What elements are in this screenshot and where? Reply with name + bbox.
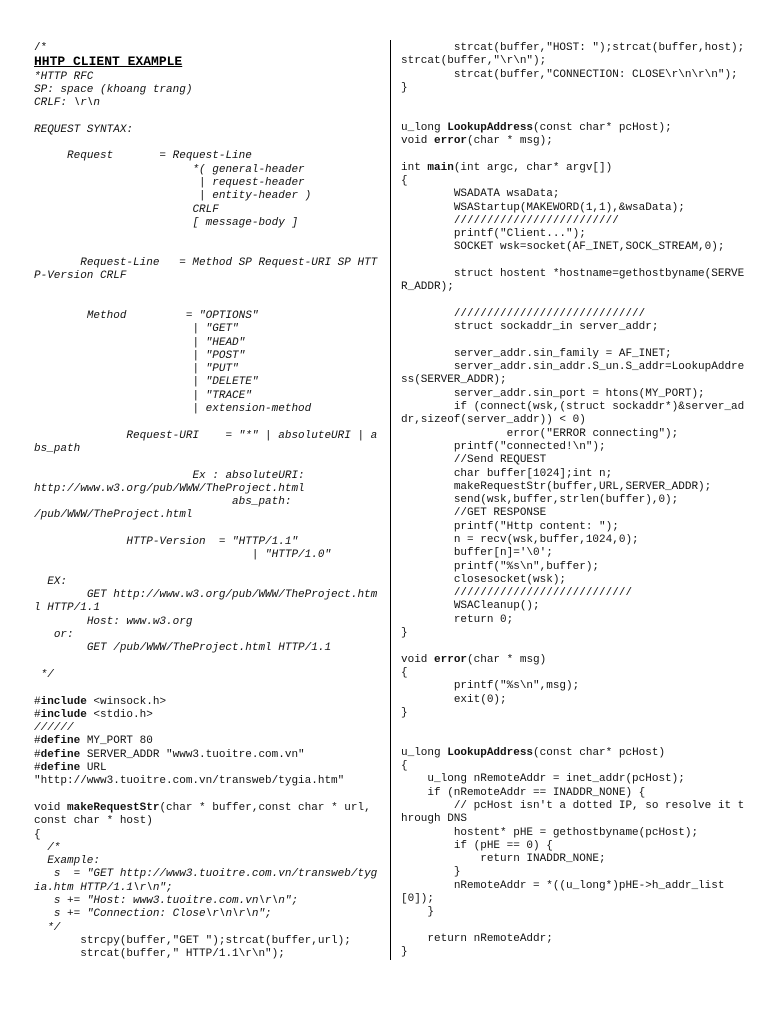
code-token: makeRequestStr(buffer,URL,SERVER_ADDR);: [401, 480, 712, 493]
code-token: /*: [34, 42, 48, 54]
code-token: (char * buffer,const char * url, const char * host): [34, 801, 378, 828]
code-token: u_long: [401, 746, 448, 759]
code-line: [401, 574, 746, 587]
code-token: EX:: [34, 575, 68, 588]
code-token: Example:: [34, 855, 101, 868]
code-token: printf("%s\n",msg);: [401, 680, 580, 693]
code-line: [34, 842, 382, 855]
code-token: GET http://www.w3.org/pub/WWW/TheProject.html HTTP/1.1: [34, 589, 378, 615]
code-line: [401, 454, 746, 467]
code-line: [34, 735, 382, 748]
code-token: // pcHost isn't a dotted IP, so resolve it through DNS: [401, 799, 745, 826]
code-token: SP: space (khoang trang): [34, 83, 193, 96]
code-line: [34, 762, 382, 775]
code-line: [34, 110, 382, 123]
code-token: Host: www.w3.org: [34, 615, 193, 628]
code-line: [34, 376, 382, 389]
code-line: [401, 880, 746, 907]
code-token: define: [40, 762, 81, 775]
code-token: WSACleanup();: [401, 600, 540, 613]
code-token: HTTP-Version = "HTTP/1.1": [34, 535, 299, 548]
code-line: [401, 255, 746, 268]
code-line: [401, 401, 746, 428]
code-token: (const char* pcHost);: [533, 121, 672, 134]
code-token: | "HTTP/1.0": [34, 549, 332, 562]
code-token: (char * msg);: [467, 135, 553, 148]
code-token: /////////////////////////: [401, 214, 619, 227]
code-line: [401, 69, 746, 82]
code-token: if (connect(wsk,(struct sockaddr*)&server_addr,sizeof(server_addr)) < 0): [401, 401, 745, 427]
code-line: [401, 840, 746, 853]
code-line: [34, 483, 382, 496]
code-line: [34, 868, 382, 895]
code-token: SERVER_ADDR "www3.tuoitre.com.vn": [80, 748, 305, 761]
code-line: [401, 640, 746, 653]
code-line: [34, 908, 382, 921]
code-line: [34, 496, 382, 509]
code-line: [34, 390, 382, 403]
code-token: strcat(buffer,"CONNECTION: CLOSE\r\n\r\n");: [401, 68, 738, 81]
document-title: HHTP CLIENT EXAMPLE: [34, 54, 183, 70]
code-line: [34, 682, 382, 695]
code-token: include: [40, 695, 87, 708]
code-line: [401, 946, 746, 959]
code-token: printf("Client...");: [401, 228, 586, 241]
code-line: [34, 177, 382, 190]
code-token: void: [401, 135, 435, 148]
code-token: }: [401, 706, 408, 719]
code-token: send(wsk,buffer,strlen(buffer),0);: [401, 494, 679, 507]
code-line: [401, 494, 746, 507]
code-line: [34, 204, 382, 217]
code-line: [401, 521, 746, 534]
code-line: [34, 470, 382, 483]
code-line: [401, 162, 746, 175]
code-line: [401, 614, 746, 627]
code-token: printf("connected!\n");: [401, 440, 606, 453]
code-line: [34, 616, 382, 629]
code-line: [401, 335, 746, 348]
code-line: [401, 388, 746, 401]
code-line: [34, 350, 382, 363]
code-token: u_long nRemoteAddr = inet_addr(pcHost);: [401, 773, 685, 786]
code-line: [34, 948, 382, 961]
code-token: Request = Request-Line: [34, 150, 252, 163]
code-token: | entity-header ): [34, 190, 312, 203]
code-line: [34, 549, 382, 562]
left-code-column: [34, 42, 382, 961]
code-line: [401, 720, 746, 733]
code-line: [34, 97, 382, 110]
right-code-column: [401, 42, 746, 959]
code-token: #: [34, 735, 41, 748]
code-line: [34, 337, 382, 350]
code-line: [34, 190, 382, 203]
code-token: define: [40, 748, 81, 761]
code-token: void: [34, 801, 68, 814]
code-line: [34, 589, 382, 616]
code-line: [34, 722, 382, 735]
code-token: struct hostent *hostname=gethostbyname(SERVER_ADDR);: [401, 268, 745, 294]
column-divider: [390, 40, 391, 960]
code-token: {: [34, 828, 41, 841]
code-token: define: [40, 735, 81, 748]
code-line: [401, 108, 746, 121]
code-line: [401, 800, 746, 827]
code-line: [401, 627, 746, 640]
code-line: [34, 363, 382, 376]
code-token: #: [34, 695, 41, 708]
code-token: /*: [34, 841, 61, 854]
code-line: [401, 135, 746, 148]
code-token: printf("%s\n",buffer);: [401, 560, 600, 573]
code-token: | "PUT": [34, 363, 239, 376]
code-line: [401, 667, 746, 680]
code-line: [401, 694, 746, 707]
code-token: Request-Line = Method SP Request-URI SP HTTP-Version CRLF: [34, 256, 378, 283]
code-token: *HTTP RFC: [34, 70, 94, 83]
code-token: //////: [34, 722, 74, 735]
code-token: error: [434, 653, 468, 666]
code-token: return 0;: [401, 613, 514, 626]
code-line: [401, 441, 746, 454]
code-line: [401, 268, 746, 295]
code-line: [401, 361, 746, 388]
code-token: | "DELETE": [34, 376, 259, 389]
code-token: REQUEST SYNTAX:: [34, 123, 134, 136]
code-token: http://www.w3.org/pub/WWW/TheProject.html: [34, 482, 305, 495]
code-line: [401, 707, 746, 720]
code-token: | extension-method: [34, 403, 312, 416]
code-token: CRLF: \r\n: [34, 97, 101, 110]
code-token: strcat(buffer,"HOST: ");strcat(buffer,host);strcat(buffer,"\r\n");: [401, 42, 745, 68]
code-line: [34, 709, 382, 722]
code-line: [34, 55, 382, 70]
code-line: [34, 71, 382, 84]
code-line: [401, 42, 746, 69]
code-line: [401, 733, 746, 746]
code-line: [401, 228, 746, 241]
code-token: if (pHE == 0) {: [401, 839, 553, 852]
code-line: [34, 164, 382, 177]
code-line: [34, 42, 382, 55]
code-token: */: [34, 668, 54, 681]
code-token: exit(0);: [401, 693, 507, 706]
code-line: [34, 922, 382, 935]
code-line: [34, 789, 382, 802]
code-line: [34, 84, 382, 97]
code-line: [401, 827, 746, 840]
code-line: [34, 523, 382, 536]
code-line: [34, 456, 382, 469]
code-token: server_addr.sin_port = htons(MY_PORT);: [401, 387, 705, 400]
code-line: [401, 680, 746, 693]
code-token: include: [40, 708, 87, 721]
code-token: <winsock.h>: [86, 695, 167, 708]
code-token: */: [34, 921, 61, 934]
code-line: [34, 642, 382, 655]
code-line: [34, 895, 382, 908]
code-line: [401, 481, 746, 494]
code-line: [401, 321, 746, 334]
code-token: | "TRACE": [34, 389, 252, 402]
code-token: (char * msg): [467, 653, 547, 666]
code-line: [401, 866, 746, 879]
code-token: LookupAddress: [447, 121, 534, 134]
code-line: [34, 403, 382, 416]
code-token: WSAStartup(MAKEWORD(1,1),&wsaData);: [401, 201, 685, 214]
code-line: [401, 920, 746, 933]
code-line: [34, 124, 382, 137]
code-line: [401, 787, 746, 800]
code-token: void: [401, 653, 435, 666]
code-line: [401, 547, 746, 560]
code-token: server_addr.sin_family = AF_INET;: [401, 347, 672, 360]
code-line: [401, 587, 746, 600]
code-token: "http://www3.tuoitre.com.vn/transweb/tygia.htm": [34, 775, 345, 788]
code-line: [401, 348, 746, 361]
code-line: [34, 829, 382, 842]
code-line: [34, 576, 382, 589]
code-line: [401, 760, 746, 773]
code-line: [401, 122, 746, 135]
code-line: [34, 775, 382, 788]
code-line: [401, 933, 746, 946]
code-token: return INADDR_NONE;: [401, 853, 606, 866]
code-token: | request-header: [34, 176, 305, 189]
code-line: [401, 202, 746, 215]
code-token: {: [401, 666, 408, 679]
code-token: Request-URI = "*" | absoluteURI | abs_path: [34, 429, 378, 455]
code-token: [ message-body ]: [34, 216, 299, 229]
code-line: [34, 536, 382, 549]
code-token: u_long: [401, 121, 448, 134]
code-token: s += "Host: www3.tuoitre.com.vn\r\n";: [34, 895, 299, 907]
code-line: [401, 534, 746, 547]
code-token: }: [401, 627, 408, 640]
code-line: [401, 853, 746, 866]
code-line: [401, 468, 746, 481]
code-token: s = "GET http://www3.tuoitre.com.vn/transweb/tygia.htm HTTP/1.1\r\n";: [34, 868, 378, 894]
code-token: {: [401, 760, 408, 773]
code-line: [34, 257, 382, 284]
code-line: [34, 283, 382, 296]
code-line: [401, 906, 746, 919]
code-line: [34, 416, 382, 429]
code-line: [401, 600, 746, 613]
code-token: WSADATA wsaData;: [401, 188, 560, 201]
code-token: return nRemoteAddr;: [401, 932, 553, 945]
code-token: }: [401, 946, 408, 959]
code-token: *( general-header: [34, 163, 305, 176]
code-token: SOCKET wsk=socket(AF_INET,SOCK_STREAM,0);: [401, 241, 725, 254]
code-line: [34, 802, 382, 829]
code-token: }: [401, 866, 461, 879]
code-token: server_addr.sin_addr.S_un.S_addr=LookupAddress(SERVER_ADDR);: [401, 361, 745, 387]
code-line: [34, 855, 382, 868]
code-token: makeRequestStr: [67, 801, 160, 814]
code-token: strcat(buffer," HTTP/1.1\r\n");: [34, 948, 285, 961]
code-token: //GET RESPONSE: [401, 507, 547, 520]
code-token: buffer[n]='\0';: [401, 547, 553, 560]
code-token: #: [34, 762, 41, 775]
code-line: [401, 428, 746, 441]
code-token: }: [401, 81, 408, 94]
code-line: [401, 654, 746, 667]
code-token: | "HEAD": [34, 336, 246, 349]
code-token: CRLF: [34, 203, 219, 216]
code-token: ///////////////////////////: [401, 587, 633, 600]
code-token: if (nRemoteAddr == INADDR_NONE) {: [401, 786, 646, 799]
code-line: [34, 509, 382, 522]
code-line: [401, 561, 746, 574]
code-line: [34, 137, 382, 150]
code-token: GET /pub/WWW/TheProject.html HTTP/1.1: [34, 642, 332, 655]
code-token: hostent* pHE = gethostbyname(pcHost);: [401, 826, 699, 839]
code-token: /pub/WWW/TheProject.html: [34, 509, 193, 522]
code-line: [401, 95, 746, 108]
code-line: [401, 295, 746, 308]
code-token: closesocket(wsk);: [401, 573, 567, 586]
code-line: [34, 935, 382, 948]
code-line: [401, 241, 746, 254]
code-line: [401, 175, 746, 188]
code-line: [34, 310, 382, 323]
code-token: error("ERROR connecting");: [401, 427, 679, 440]
code-line: [34, 430, 382, 457]
code-token: #: [34, 748, 41, 761]
code-line: [34, 243, 382, 256]
code-line: [34, 629, 382, 642]
code-token: }: [401, 906, 435, 919]
code-token: <stdio.h>: [86, 708, 153, 721]
code-token: strcpy(buffer,"GET ");strcat(buffer,url);: [34, 934, 351, 947]
code-line: [34, 696, 382, 709]
code-token: nRemoteAddr = *((u_long*)pHE->h_addr_list[0]);: [401, 879, 725, 905]
code-line: [401, 507, 746, 520]
code-token: /////////////////////////////: [401, 307, 646, 320]
code-token: URL: [80, 762, 107, 775]
code-line: [34, 230, 382, 243]
code-line: [34, 297, 382, 310]
code-token: error: [434, 135, 468, 148]
code-token: | "GET": [34, 323, 239, 336]
code-token: int: [401, 161, 428, 174]
code-token: char buffer[1024];int n;: [401, 467, 613, 480]
code-line: [34, 323, 382, 336]
code-line: [401, 82, 746, 95]
code-line: [401, 773, 746, 786]
code-line: [34, 656, 382, 669]
code-token: or:: [34, 629, 74, 642]
code-token: //Send REQUEST: [401, 454, 547, 467]
code-line: [401, 148, 746, 161]
code-token: (const char* pcHost): [533, 746, 666, 759]
code-line: [34, 563, 382, 576]
code-token: {: [401, 174, 408, 187]
code-line: [34, 150, 382, 163]
code-line: [34, 669, 382, 682]
code-token: Method = "OPTIONS": [34, 309, 259, 322]
code-line: [401, 308, 746, 321]
code-token: abs_path:: [34, 496, 292, 509]
code-line: [401, 215, 746, 228]
code-token: (int argc, char* argv[]): [453, 161, 613, 174]
code-token: #: [34, 708, 41, 721]
code-line: [401, 747, 746, 760]
code-token: s += "Connection: Close\r\n\r\n";: [34, 908, 272, 921]
code-line: [34, 749, 382, 762]
code-token: printf("Http content: ");: [401, 520, 619, 533]
code-line: [401, 188, 746, 201]
code-token: main: [427, 161, 454, 174]
code-token: MY_PORT 80: [80, 735, 153, 748]
code-token: LookupAddress: [447, 746, 534, 759]
code-token: n = recv(wsk,buffer,1024,0);: [401, 533, 639, 546]
code-token: Ex : absoluteURI:: [34, 469, 305, 482]
code-token: struct sockaddr_in server_addr;: [401, 321, 659, 334]
code-line: [34, 217, 382, 230]
code-token: | "POST": [34, 349, 246, 362]
